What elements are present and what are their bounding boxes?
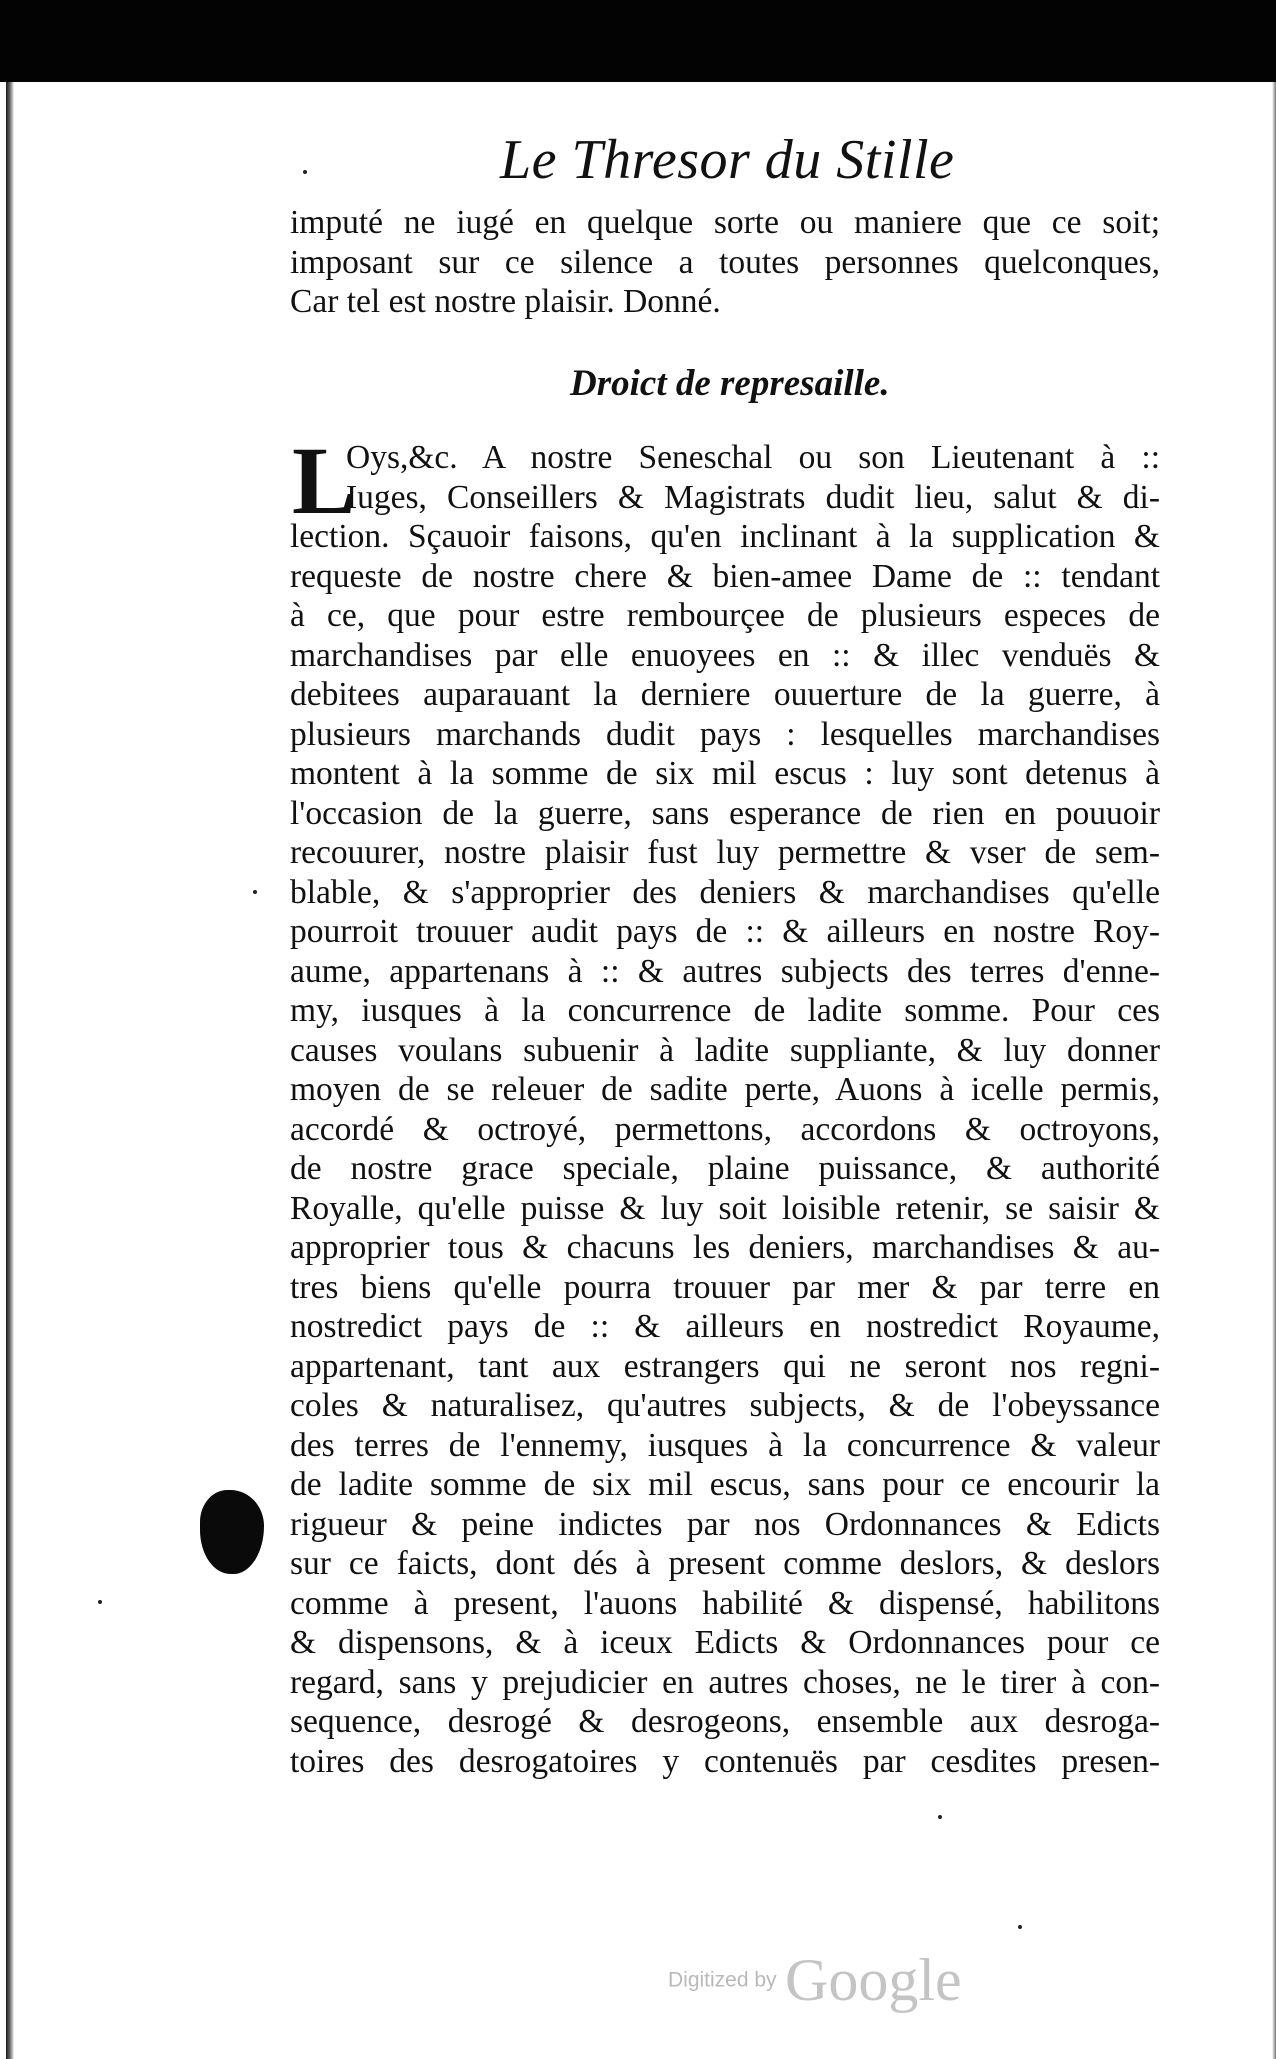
text-line: sequence, desrogé & desrogeons, ensemble aux desroga- [290, 1703, 1160, 1740]
section-title: Droict de represaille. [570, 363, 890, 404]
text-line: Iuges, Conseillers & Magistrats dudit lieu, salut & di- [346, 478, 1160, 516]
scan-top-border [0, 0, 1276, 82]
scan-speck [938, 1815, 942, 1819]
text-line: plusieurs marchands dudit pays : lesquelles marchandises [290, 715, 1160, 753]
text-line: appartenant, tant aux estrangers qui ne seront nos regni- [290, 1347, 1160, 1385]
text-line: des terres de l'ennemy, iusques à la concurrence & valeur [290, 1426, 1160, 1464]
scan-speck [1018, 1925, 1022, 1929]
watermark-prefix: Digitized by [668, 1968, 777, 1992]
running-head: Le Thresor du Stille [500, 129, 955, 191]
text-line: aume, appartenans à :: & autres subjects des terres d'enne- [290, 952, 1160, 990]
body-paragraph [290, 427, 1160, 1781]
scan-speck [98, 1600, 102, 1604]
google-logo: Google [785, 1947, 962, 2013]
text-line: Oys,&c. A nostre Seneschal ou son Lieutenant à :: [346, 439, 1160, 476]
text-line: toires des desrogatoires y contenuës par cesdites presen- [290, 1742, 1160, 1780]
text-line: requeste de nostre chere & bien-amee Dame de :: tendant [290, 557, 1160, 595]
text-line: comme à present, l'auons habilité & dispensé, habilitons [290, 1584, 1160, 1622]
text-line: imposant sur ce silence a toutes personnes quelconques, [290, 243, 1160, 281]
text-line: my, iusques à la concurrence de ladite somme. Pour ces [290, 992, 1160, 1029]
page-right-edge [1272, 82, 1276, 2059]
text-line: Royalle, qu'elle puisse & luy soit loisible retenir, se saisir & [290, 1189, 1160, 1227]
text-line: imputé ne iugé en quelque sorte ou maniere que ce soit; [290, 204, 1160, 241]
ink-blot [200, 1490, 264, 1574]
scan-speck [303, 170, 307, 174]
text-line: montent à la somme de six mil escus : luy sont detenus à [290, 755, 1160, 792]
text-line: l'occasion de la guerre, sans esperance de rien en pouuoir [290, 794, 1160, 832]
text-line: & dispensons, & à iceux Edicts & Ordonnances pour ce [290, 1624, 1160, 1661]
page-left-edge [6, 82, 14, 2059]
text-line: pourroit trouuer audit pays de :: & ailleurs en nostre Roy- [290, 913, 1160, 950]
google-watermark [668, 1946, 962, 2015]
text-line: Car tel est nostre plaisir. Donné. [290, 283, 721, 320]
text-line: blable, & s'approprier des deniers & marchandises qu'elle [290, 873, 1160, 911]
text-line: sur ce faicts, dont dés à present comme deslors, & deslors [290, 1545, 1160, 1582]
text-line: tres biens qu'elle pourra trouuer par mer & par terre en [290, 1268, 1160, 1306]
intro-paragraph [290, 203, 1160, 322]
text-line: à ce, que pour estre rembourçee de plusieurs especes de [290, 597, 1160, 634]
text-line: debitees auparauant la derniere ouuerture de la guerre, à [290, 676, 1160, 713]
text-line: nostredict pays de :: & ailleurs en nostredict Royaume, [290, 1308, 1160, 1345]
text-line: approprier tous & chacuns les deniers, marchandises & au- [290, 1229, 1160, 1266]
text-line: recouurer, nostre plaisir fust luy permettre & vser de sem- [290, 834, 1160, 871]
text-line: moyen de se releuer de sadite perte, Auons à icelle permis, [290, 1071, 1160, 1108]
text-line: accordé & octroyé, permettons, accordons & octroyons, [290, 1110, 1160, 1148]
text-line: de nostre grace speciale, plaine puissance, & authorité [290, 1150, 1160, 1187]
text-line: regard, sans y prejudicier en autres choses, ne le tirer à con- [290, 1663, 1160, 1701]
text-line: lection. Sçauoir faisons, qu'en inclinant à la supplication & [290, 518, 1160, 555]
text-line: de ladite somme de six mil escus, sans pour ce encourir la [290, 1466, 1160, 1503]
drop-cap: L [292, 427, 357, 534]
text-line: marchandises par elle enuoyees en :: & illec venduës & [290, 636, 1160, 674]
scan-speck [253, 890, 257, 894]
text-line: causes voulans subuenir à ladite suppliante, & luy donner [290, 1031, 1160, 1069]
text-line: coles & naturalisez, qu'autres subjects, & de l'obeyssance [290, 1387, 1160, 1424]
text-line: rigueur & peine indictes par nos Ordonnances & Edicts [290, 1505, 1160, 1543]
